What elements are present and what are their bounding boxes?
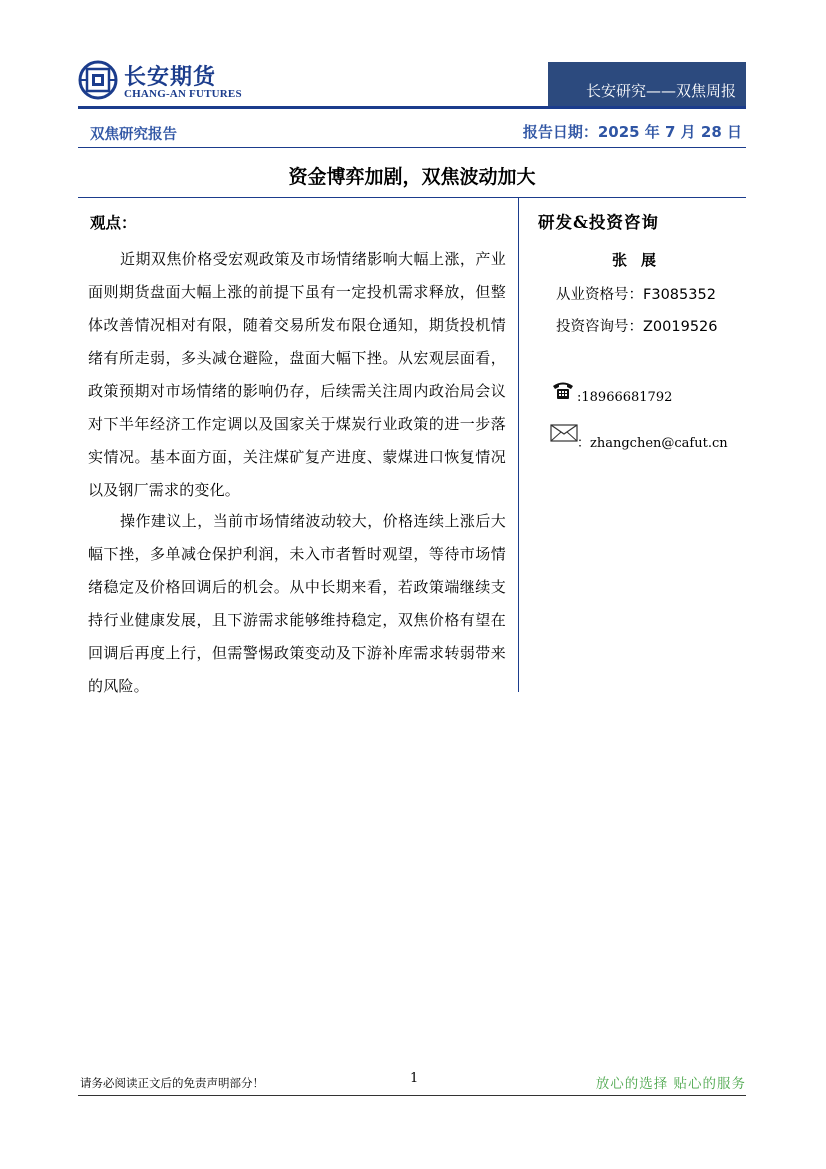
header-divider: [78, 106, 746, 109]
logo-chinese-name: 长安期货: [124, 65, 217, 90]
phone-number: :18966681792: [577, 390, 673, 405]
company-logo: [78, 60, 242, 106]
qualification-number: 从业资格号：F3085352: [556, 287, 716, 303]
viewpoint-heading: 观点：: [90, 214, 137, 232]
mail-icon: [550, 424, 578, 442]
footer-divider: [78, 1095, 746, 1096]
viewpoint-paragraph: 近期双焦价格受宏观政策及市场情绪影响大幅上涨，产业面则期货盘面大幅上涨的前提下虽有一定投机需求释放，但整体改善情况相对有限，随着交易所发布限仓通知，期货投机情绪有所走弱，多头减仓避险，盘面大幅下挫。从宏观层面看，政策预期对市场情绪的影响仍存，后续需关注周内政治局会议对下半年经济工作定调以及国家关于煤炭行业政策的进一步落实情况。基本面方面，关注煤矿复产进度、蒙煤进口恢复情况以及钢厂需求的变化。: [88, 250, 506, 499]
sidebar-heading: 研发&投资咨询: [538, 213, 659, 232]
subheader-divider: [78, 147, 746, 148]
logo-mark-icon: [78, 60, 118, 100]
consulting-number: 投资咨询号：Z0019526: [556, 319, 718, 335]
page-number: 1: [410, 1071, 419, 1086]
column-divider: [518, 198, 519, 692]
logo-english-name: CHANG-AN FUTURES: [124, 88, 242, 100]
series-banner: [548, 62, 746, 106]
series-title: 长安研究——双焦周报: [585, 82, 736, 100]
analyst-name: 张展: [612, 251, 671, 269]
report-title: 资金博弈加剧，双焦波动加大: [288, 166, 536, 188]
report-type: 双焦研究报告: [90, 127, 177, 143]
email-address[interactable]: ：zhangchen@cafut.cn: [577, 436, 728, 451]
disclaimer-note: 请务必阅读正文后的免责声明部分！: [80, 1076, 264, 1090]
advice-paragraph: 操作建议上，当前市场情绪波动较大，价格连续上涨后大幅下挫，多单减仓保护利润，未入市者暂时观望，等待市场情绪稳定及价格回调后的机会。从中长期来看，若政策端继续支持行业健康发展，且下游需求能够维持稳定，双焦价格有望在回调后再度上行，但需警惕政策变动及下游补库需求转弱带来的风险。: [88, 512, 506, 695]
report-date: 报告日期：2025 年 7 月 28 日: [522, 123, 742, 141]
phone-icon: [552, 380, 574, 400]
company-slogan: 放心的选择 贴心的服务: [595, 1076, 746, 1092]
title-divider: [78, 197, 746, 198]
